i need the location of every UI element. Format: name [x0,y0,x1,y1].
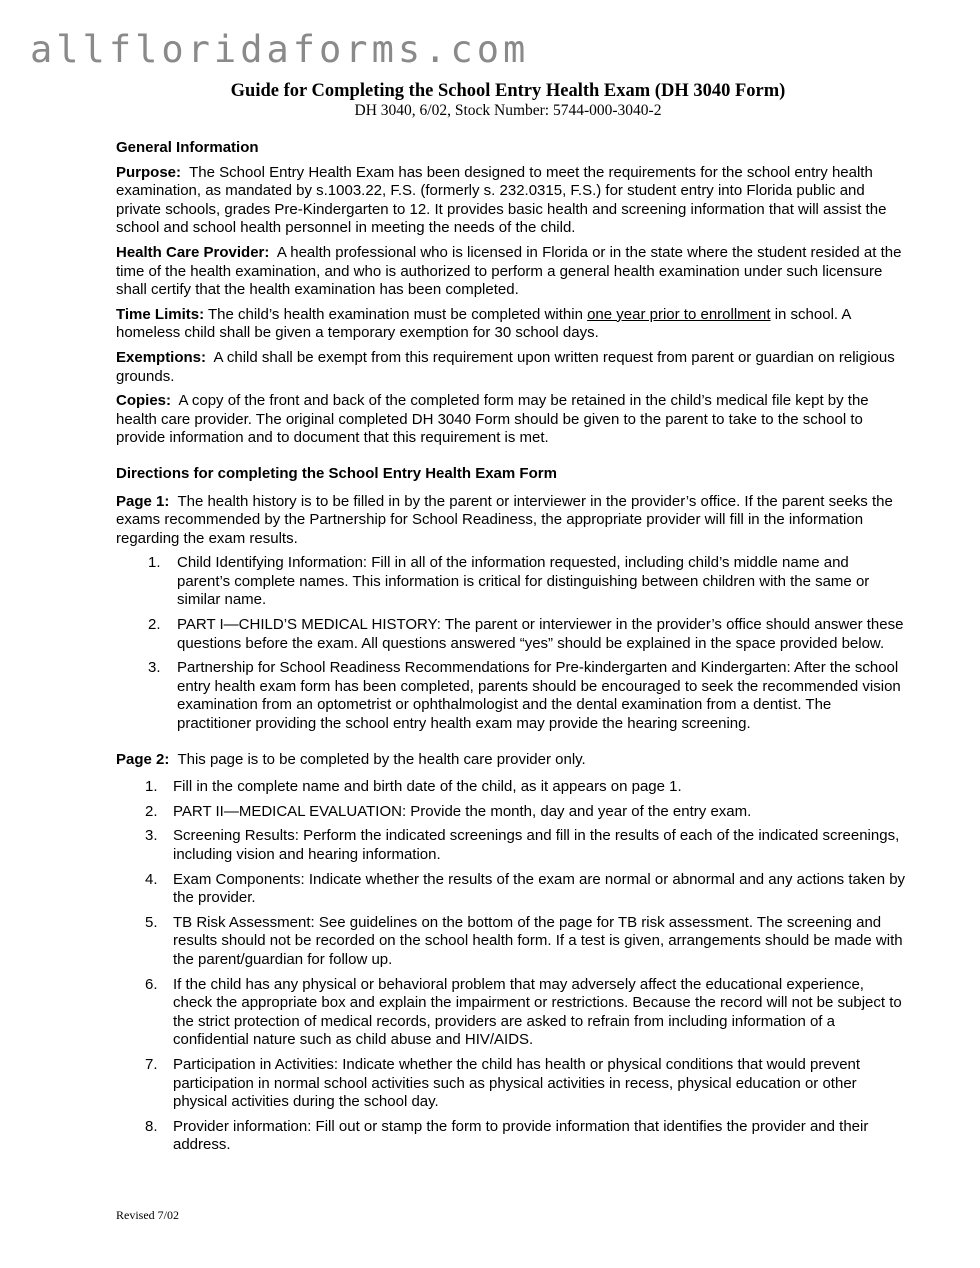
list-item-text: Partnership for School Readiness Recommendations for Pre-kindergarten and Kindergarten: After the school entry health exam form has been completed, parents should be encouraged to seek the recommended vision examination from an optometrist or ophthalmologist and the dental examination from a dentist. The practitioner providing the school entry health exam may provide the hearing screening. [177,659,901,733]
list-item [116,871,906,908]
list-item-number: 1. [148,554,161,572]
copies-label: Copies: [116,392,172,410]
list-item [116,976,906,1050]
list-item-text: Participation in Activities: Indicate whether the child has health or physical conditions that would prevent participation in normal school activities such as physical activities in recess, physical education or other physical activities during the school day. [173,1055,861,1111]
list-item [116,659,906,733]
purpose-label: Purpose: [116,163,182,181]
list-item [116,616,906,653]
purpose-paragraph [116,164,906,238]
exemptions-label: Exemptions: [116,348,207,366]
list-item-text: Exam Components: Indicate whether the results of the exam are normal or abnormal and any actions taken by the provider. [173,870,906,907]
list-item-number: 3. [148,659,161,677]
list-item-number: 2. [148,616,161,634]
list-item-number: 7. [145,1055,158,1073]
time-limits-text-b: in school. A homeless child shall be given a temporary exemption for 30 school days. [116,305,851,342]
page-2-text: This page is to be completed by the health care provider only. [177,750,586,768]
general-information-heading: General Information [116,139,259,156]
watermark: allfloridaforms.com [30,28,530,71]
list-item [116,1056,906,1112]
page-1-paragraph [116,493,906,549]
revision-footer: Revised 7/02 [116,1208,179,1222]
health-care-provider-label: Health Care Provider: [116,243,270,261]
list-item-number: 4. [145,870,158,888]
page-2-label: Page 2: [116,750,170,768]
time-limits-underlined: one year prior to enrollment [587,305,771,323]
list-item [116,803,906,822]
page-subtitle: DH 3040, 6/02, Stock Number: 5744-000-3040-2 [354,102,662,119]
exemptions-paragraph [116,349,906,386]
list-item-number: 3. [145,827,158,845]
copies-paragraph [116,392,906,448]
health-care-provider-text: A health professional who is licensed in Florida or in the state where the student resided at the time of the health examination, and who is authorized to perform a general health examination under such licensure shall certify that the health examination has been completed. [116,243,902,299]
page-title: Guide for Completing the School Entry Health Exam (DH 3040 Form) [230,81,786,101]
page-1-text: The health history is to be filled in by the parent or interviewer in the provider’s office. If the parent seeks the exams recommended by the Partnership for School Readiness, the appropriate provider will fill in the information regarding the exam results. [116,492,893,547]
list-item-text: PART I—CHILD’S MEDICAL HISTORY: The parent or interviewer in the provider’s office should answer these questions before the exam. All questions answered “yes” should be explained in the space provided below. [177,616,904,652]
page-1-label: Page 1: [116,492,170,510]
list-item [116,1118,906,1155]
time-limits-paragraph [116,306,906,343]
document-body [116,139,906,1161]
page-1-instructions-list [116,554,906,733]
list-item-text: Fill in the complete name and birth date of the child, as it appears on page 1. [173,778,682,796]
list-item-text: If the child has any physical or behavioral problem that may adversely affect the educational experience, check the appropriate box and explain the impairment or restrictions. Because the record will not be subject to the strict protection of medical records, providers are asked to refrain from including information of a confidential nature such as child abuse and HIV/AIDS. [173,975,902,1049]
list-item-number: 6. [145,975,158,993]
list-item-text: Screening Results: Perform the indicated screenings and fill in the results of each of the indicated screenings, including vision and hearing information. [173,827,900,863]
page-2-paragraph [116,751,906,770]
list-item-number: 8. [145,1117,158,1135]
time-limits-label: Time Limits: [116,305,205,323]
list-item-text: Provider information: Fill out or stamp the form to provide information that identifies the provider and their address. [173,1117,869,1154]
list-item [116,778,906,797]
exemptions-text: A child shall be exempt from this requirement upon written request from parent or guardian on religious grounds. [116,348,895,385]
purpose-text: The School Entry Health Exam has been designed to meet the requirements for the school entry health examination, as mandated by s.1003.22, F.S. (formerly s. 232.0315, F.S.) for student entry into Florida public and private schools, grades Pre-Kindergarten to 12. It provides basic health and screening information that will assist the school and school health personnel in meeting the needs of the child. [116,163,887,237]
page-2-instructions-list [116,778,906,1155]
list-item [116,554,906,610]
list-item [116,914,906,970]
list-item-text: Child Identifying Information: Fill in all of the information requested, including child’s middle name and parent’s complete names. This information is critical for distinguishing between children with the same or similar name. [177,554,870,609]
list-item-number: 1. [145,778,158,796]
list-item-text: PART II—MEDICAL EVALUATION: Provide the month, day and year of the entry exam. [173,802,752,820]
list-item-number: 5. [145,913,158,931]
list-item-number: 2. [145,802,158,820]
health-care-provider-paragraph [116,244,906,300]
copies-text: A copy of the front and back of the completed form may be retained in the child’s medical file kept by the health care provider. The original completed DH 3040 Form should be given to the parent to take to the school to provide information and to document that this requirement is met. [116,392,869,447]
directions-heading: Directions for completing the School Entry Health Exam Form [116,464,557,482]
list-item [116,827,906,864]
time-limits-text-a: The child’s health examination must be completed within [207,305,583,323]
list-item-text: TB Risk Assessment: See guidelines on the bottom of the page for TB risk assessment. The screening and results should not be recorded on the school health form. If a test is given, arrangements should be made with the parent/guardian for follow up. [173,913,903,968]
